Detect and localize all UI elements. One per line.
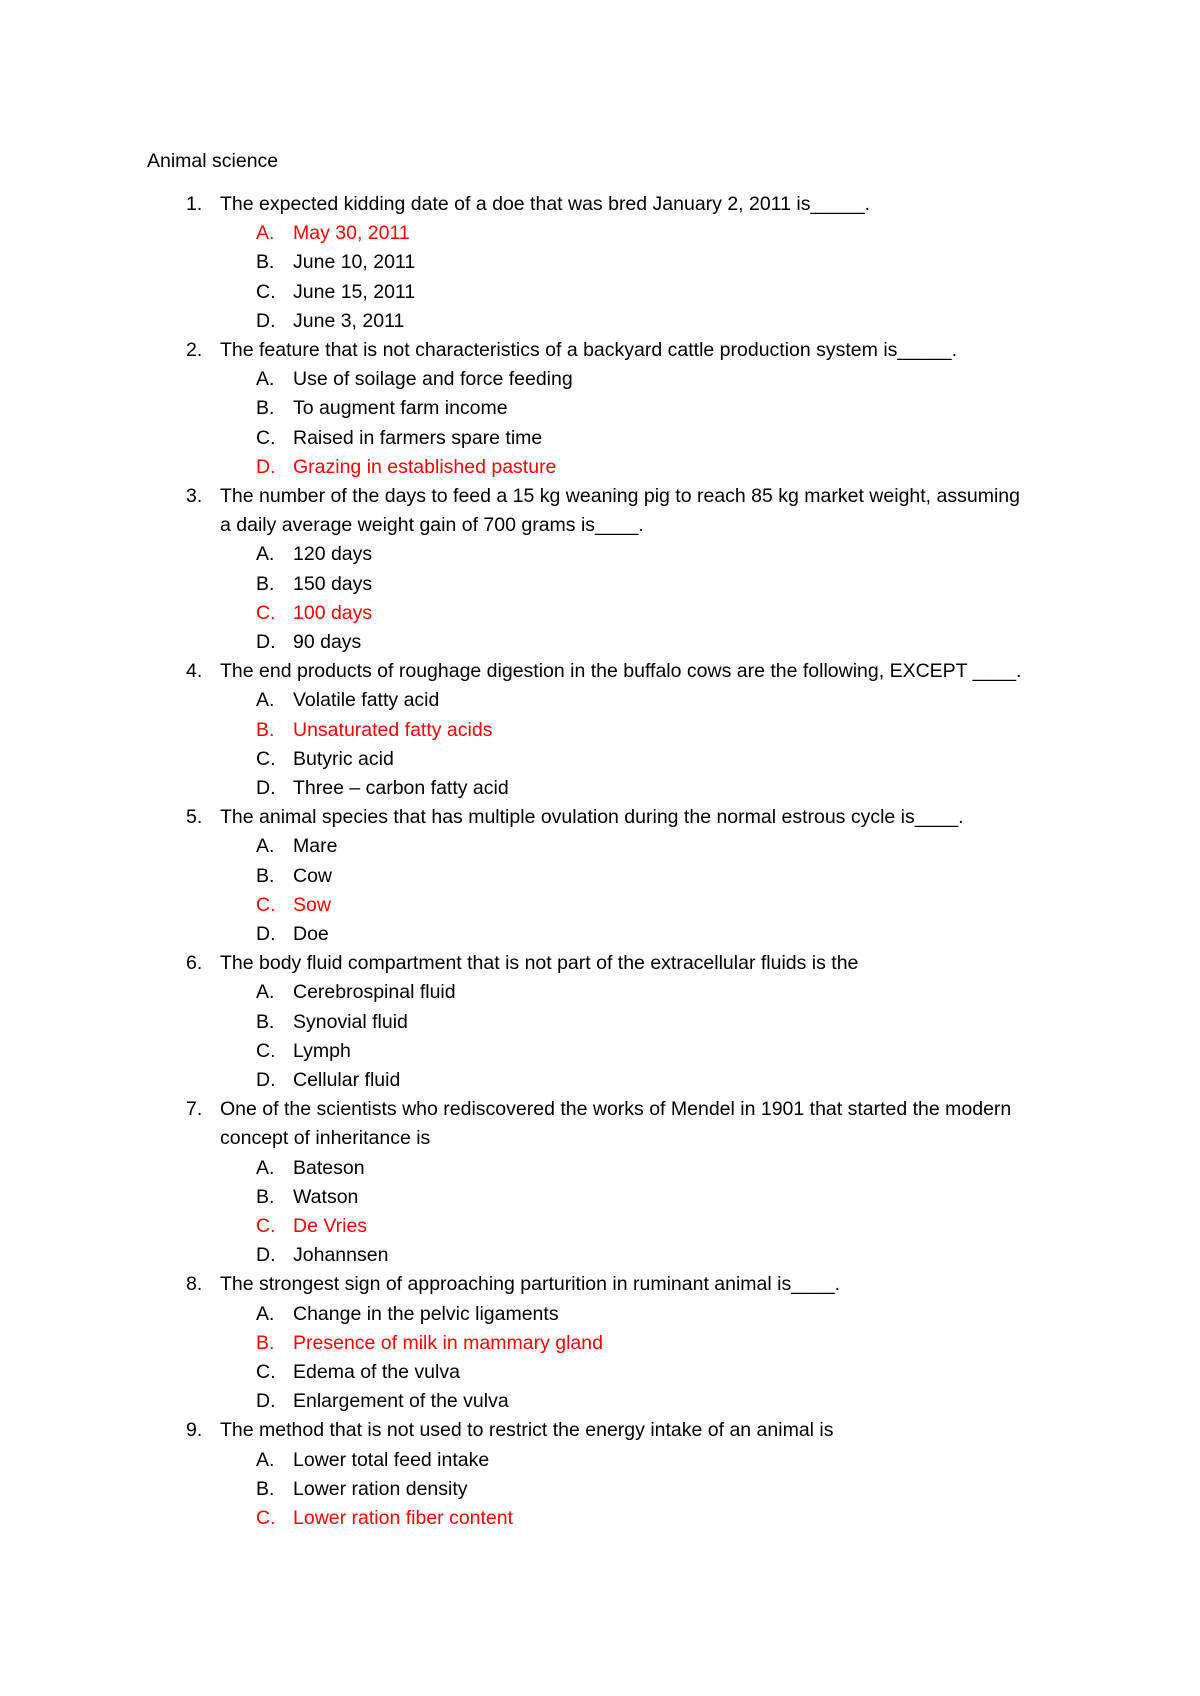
option-letter: A. <box>256 1449 275 1471</box>
option-letter: A. <box>256 1303 275 1325</box>
option-letter: C. <box>256 1361 276 1383</box>
question-text: One of the scientists who rediscovered the works of Mendel in 1901 that started the modern <box>220 1098 1012 1120</box>
option-letter: B. <box>256 719 275 741</box>
option-letter: B. <box>256 397 275 419</box>
question-text: a daily average weight gain of 700 grams is____. <box>220 514 644 536</box>
option-letter: D. <box>256 1244 276 1266</box>
correct-answer-option: Presence of milk in mammary gland <box>293 1332 603 1354</box>
question-number: 7. <box>186 1098 203 1120</box>
answer-option: Bateson <box>293 1157 365 1179</box>
option-letter: A. <box>256 1157 275 1179</box>
option-letter: B. <box>256 1011 275 1033</box>
answer-option: Volatile fatty acid <box>293 689 440 711</box>
question-text: The strongest sign of approaching parturition in ruminant animal is____. <box>220 1273 841 1295</box>
question-text: The method that is not used to restrict the energy intake of an animal is <box>220 1419 834 1441</box>
option-letter: B. <box>256 573 275 595</box>
correct-answer-option: Grazing in established pasture <box>293 456 557 478</box>
answer-option: Synovial fluid <box>293 1011 408 1033</box>
question-number: 4. <box>186 660 203 682</box>
answer-option: Watson <box>293 1186 359 1208</box>
answer-option: Raised in farmers spare time <box>293 427 543 449</box>
question-text: The animal species that has multiple ovulation during the normal estrous cycle is____. <box>220 806 964 828</box>
correct-answer-option: Sow <box>293 894 331 916</box>
question-text: concept of inheritance is <box>220 1127 431 1149</box>
option-letter: C. <box>256 894 276 916</box>
question-number: 5. <box>186 806 203 828</box>
answer-option: Change in the pelvic ligaments <box>293 1303 559 1325</box>
answer-option: Doe <box>293 923 329 945</box>
option-letter: A. <box>256 222 275 244</box>
correct-answer-option: Lower ration fiber content <box>293 1507 514 1529</box>
question-text: The end products of roughage digestion in the buffalo cows are the following, EXCEPT ____. <box>220 660 1022 682</box>
answer-option: Edema of the vulva <box>293 1361 460 1383</box>
option-letter: C. <box>256 748 276 770</box>
answer-option: June 10, 2011 <box>293 251 416 273</box>
question-number: 3. <box>186 485 203 507</box>
answer-option: Cerebrospinal fluid <box>293 981 456 1003</box>
answer-option: Lymph <box>293 1040 351 1062</box>
question-text: The body fluid compartment that is not part of the extracellular fluids is the <box>220 952 859 974</box>
question-number: 9. <box>186 1419 203 1441</box>
answer-option: Butyric acid <box>293 748 394 770</box>
question-number: 8. <box>186 1273 203 1295</box>
answer-option: Lower total feed intake <box>293 1449 490 1471</box>
answer-option: Lower ration density <box>293 1478 468 1500</box>
option-letter: A. <box>256 368 275 390</box>
answer-option: Enlargement of the vulva <box>293 1390 509 1412</box>
option-letter: C. <box>256 1507 276 1529</box>
question-number: 2. <box>186 339 203 361</box>
answer-option: 150 days <box>293 573 373 595</box>
question-text: The number of the days to feed a 15 kg weaning pig to reach 85 kg market weight, assuming <box>220 485 1020 507</box>
option-letter: C. <box>256 1215 276 1237</box>
option-letter: C. <box>256 427 276 449</box>
answer-option: June 3, 2011 <box>293 310 405 332</box>
option-letter: D. <box>256 631 276 653</box>
correct-answer-option: De Vries <box>293 1215 368 1237</box>
answer-option: Cow <box>293 865 333 887</box>
question-text: The feature that is not characteristics of a backyard cattle production system is_____. <box>220 339 958 361</box>
option-letter: B. <box>256 1186 275 1208</box>
question-number: 6. <box>186 952 203 974</box>
option-letter: D. <box>256 1390 276 1412</box>
option-letter: D. <box>256 777 276 799</box>
question-number: 1. <box>186 193 203 215</box>
option-letter: C. <box>256 281 276 303</box>
option-letter: B. <box>256 1478 275 1500</box>
answer-option: 120 days <box>293 543 373 565</box>
correct-answer-option: Unsaturated fatty acids <box>293 719 493 741</box>
option-letter: A. <box>256 981 275 1003</box>
option-letter: D. <box>256 310 276 332</box>
answer-option: June 15, 2011 <box>293 281 416 303</box>
option-letter: A. <box>256 835 275 857</box>
option-letter: D. <box>256 923 276 945</box>
correct-answer-option: 100 days <box>293 602 373 624</box>
option-letter: A. <box>256 689 275 711</box>
option-letter: D. <box>256 1069 276 1091</box>
option-letter: C. <box>256 602 276 624</box>
answer-option: Johannsen <box>293 1244 389 1266</box>
answer-option: Mare <box>293 835 338 857</box>
answer-option: Three – carbon fatty acid <box>293 777 509 799</box>
question-text: The expected kidding date of a doe that was bred January 2, 2011 is_____. <box>220 193 871 215</box>
option-letter: B. <box>256 251 275 273</box>
option-letter: B. <box>256 865 275 887</box>
document-title: Animal science <box>147 150 279 172</box>
option-letter: D. <box>256 456 276 478</box>
answer-option: 90 days <box>293 631 362 653</box>
option-letter: B. <box>256 1332 275 1354</box>
answer-option: Cellular fluid <box>293 1069 401 1091</box>
option-letter: C. <box>256 1040 276 1062</box>
correct-answer-option: May 30, 2011 <box>293 222 410 244</box>
option-letter: A. <box>256 543 275 565</box>
answer-option: To augment farm income <box>293 397 508 419</box>
answer-option: Use of soilage and force feeding <box>293 368 573 390</box>
